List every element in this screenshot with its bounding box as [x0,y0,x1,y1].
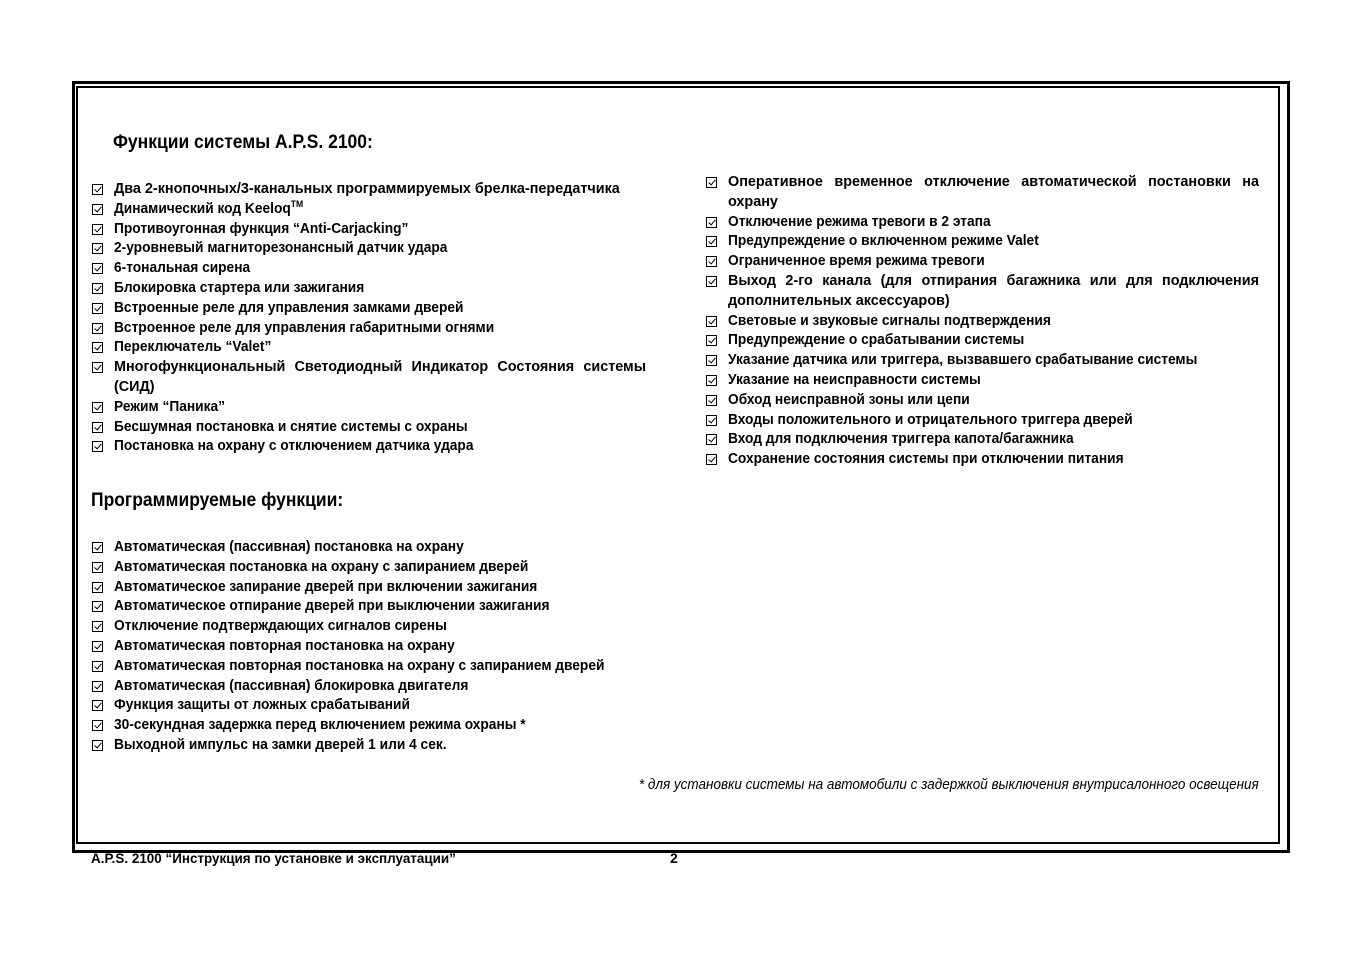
checkbox-icon [92,362,103,373]
checkbox-icon [706,276,717,287]
list-item: Автоматическая (пассивная) блокировка двигателя [92,677,692,697]
section-title-programmable: Программируемые функции: [91,490,344,511]
checkbox-icon [706,355,717,366]
checkbox-icon [92,243,103,254]
list-item: Динамический код Keeloq™ [92,200,646,220]
checkbox-icon [92,283,103,294]
list-item: Выход 2-го канала (для отпирания багажника или для подключения дополнительных аксессуаров) [706,272,1259,312]
programmable-functions-list [92,538,692,756]
checkbox-icon [92,582,103,593]
checkbox-icon [92,681,103,692]
list-item: Предупреждение о срабатывании системы [706,331,1259,351]
checkbox-icon [706,375,717,386]
list-item: Функция защиты от ложных срабатываний [92,696,692,716]
list-item: Бесшумная постановка и снятие системы с охраны [92,418,646,438]
list-item: Выходной импульс на замки дверей 1 или 4 сек. [92,736,692,756]
list-item: Два 2-кнопочных/3-канальных программируемых брелка-передатчика [92,180,646,200]
list-item: Световые и звуковые сигналы подтверждения [706,312,1259,332]
checkbox-icon [92,422,103,433]
checkbox-icon [92,402,103,413]
checkbox-icon [92,562,103,573]
checkbox-icon [92,342,103,353]
checkbox-icon [92,661,103,672]
checkbox-icon [706,316,717,327]
checkbox-icon [706,434,717,445]
list-item: Автоматическое отпирание дверей при выключении зажигания [92,597,692,617]
checkbox-icon [92,700,103,711]
checkbox-icon [706,236,717,247]
list-item: Встроенные реле для управления замками дверей [92,299,646,319]
checkbox-icon [92,641,103,652]
checkbox-icon [92,740,103,751]
checkbox-icon [92,441,103,452]
checkbox-icon [92,204,103,215]
footnote: * для установки системы на автомобили с задержкой выключения внутрисалонного освещения [639,776,1259,793]
checkbox-icon [706,454,717,465]
checkbox-icon [92,263,103,274]
list-item: Входы положительного и отрицательного триггера дверей [706,411,1259,431]
checkbox-icon [706,256,717,267]
list-item: Отключение режима тревоги в 2 этапа [706,213,1259,233]
list-item: Указание на неисправности системы [706,371,1259,391]
checkbox-icon [706,217,717,228]
list-item: Оперативное временное отключение автоматической постановки на охрану [706,173,1259,213]
list-item: Встроенное реле для управления габаритными огнями [92,319,646,339]
page-number: 2 [670,850,678,866]
checkbox-icon [92,720,103,731]
list-item: Обход неисправной зоны или цепи [706,391,1259,411]
list-item: Автоматическое запирание дверей при включении зажигания [92,578,692,598]
checkbox-icon [706,415,717,426]
list-item: Автоматическая постановка на охрану с запиранием дверей [92,558,692,578]
list-item: 6-тональная сирена [92,259,646,279]
checkbox-icon [92,184,103,195]
list-item: Многофункциональный Светодиодный Индикатор Состояния системы (СИД) [92,358,646,398]
list-item: Сохранение состояния системы при отключении питания [706,450,1259,470]
checkbox-icon [706,335,717,346]
checkbox-icon [92,303,103,314]
functions-list-right [706,173,1259,470]
list-item: Указание датчика или триггера, вызвавшего срабатывание системы [706,351,1259,371]
list-item: Автоматическая (пассивная) постановка на охрану [92,538,692,558]
list-item: 30-секундная задержка перед включением режима охраны * [92,716,692,736]
checkbox-icon [92,621,103,632]
checkbox-icon [706,395,717,406]
checkbox-icon [92,542,103,553]
footer-title: A.P.S. 2100 “Инструкция по установке и эксплуатации” [91,850,456,866]
checkbox-icon [92,224,103,235]
trademark-mark: TM [290,199,304,209]
list-item: Ограниченное время режима тревоги [706,252,1259,272]
list-item: Переключатель “Valet” [92,338,646,358]
list-item: Вход для подключения триггера капота/багажника [706,430,1259,450]
section-title-functions: Функции системы A.P.S. 2100: [113,132,373,153]
checkbox-icon [92,323,103,334]
list-item: Блокировка стартера или зажигания [92,279,646,299]
list-item: Предупреждение о включенном режиме Valet [706,232,1259,252]
list-item: Отключение подтверждающих сигналов сирены [92,617,692,637]
checkbox-icon [92,601,103,612]
list-item: Постановка на охрану с отключением датчика удара [92,437,646,457]
list-item: Противоугонная функция “Anti-Carjacking” [92,220,646,240]
functions-list-left [92,180,646,457]
list-item: Автоматическая повторная постановка на охрану с запиранием дверей [92,657,692,677]
list-item: Автоматическая повторная постановка на охрану [92,637,692,657]
checkbox-icon [706,177,717,188]
list-item: 2-уровневый магниторезонансный датчик удара [92,239,646,259]
list-item: Режим “Паника” [92,398,646,418]
